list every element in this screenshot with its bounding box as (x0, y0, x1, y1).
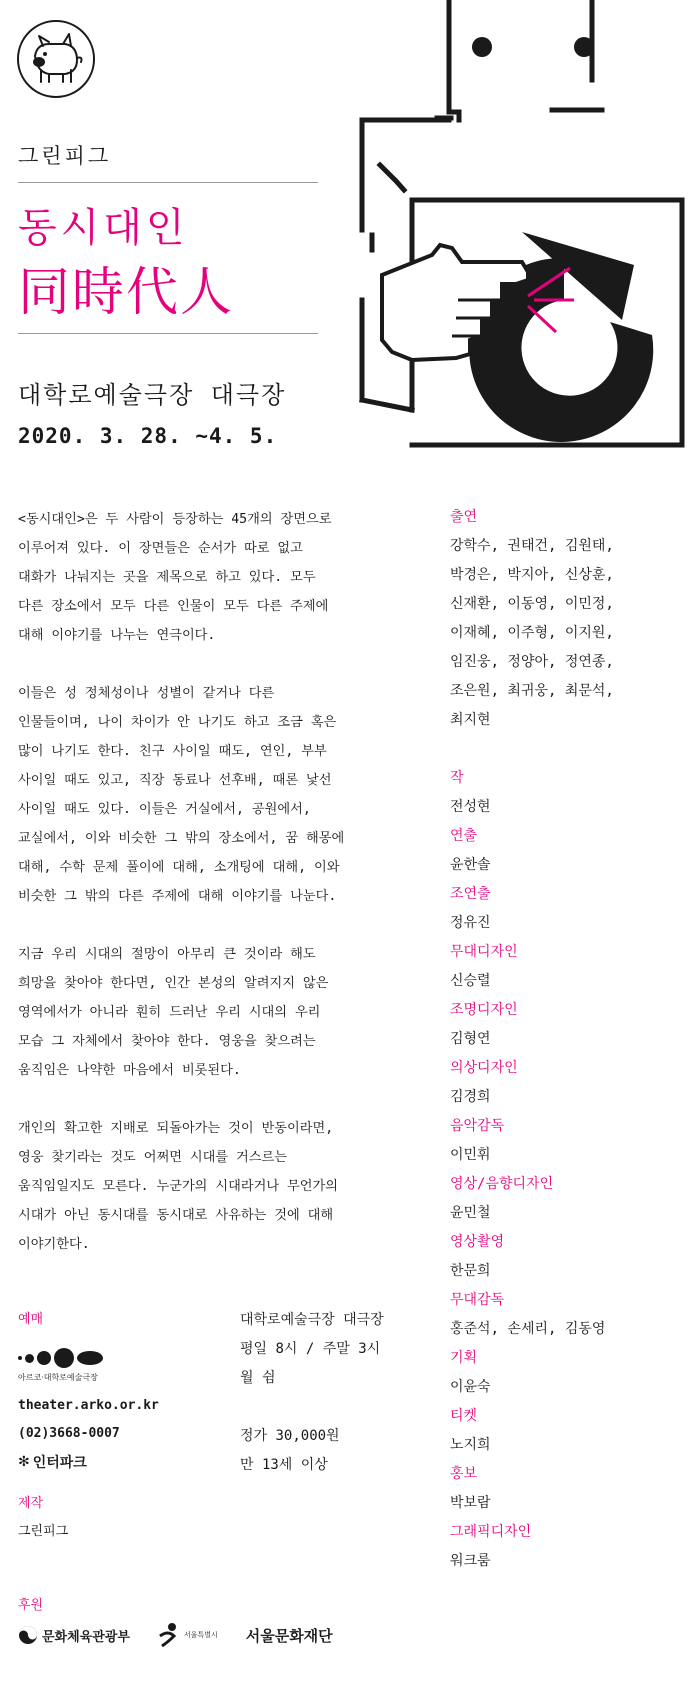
text-line: 시대가 아닌 동시대를 동시대로 사유하는 것에 대해 (18, 1208, 334, 1223)
text-line: 대해, 수학 문제 풀이에 대해, 소개팅에 대해, 이와 (18, 860, 340, 875)
synopsis (18, 505, 428, 1288)
booking-label: 예매 (18, 1312, 44, 1327)
text-line: 비슷한 그 밖의 다른 주제에 대해 이야기를 나눈다. (18, 889, 337, 904)
credit-name: 정유진 (450, 915, 491, 931)
sponsor-name: 서울특별시 (183, 1631, 218, 1639)
credit-name: 이윤숙 (450, 1379, 491, 1395)
credit-role: 작 (450, 770, 464, 786)
credit-role: 티켓 (450, 1408, 478, 1424)
divider (18, 333, 318, 334)
credit-name: 김형연 (450, 1031, 491, 1047)
synopsis-paragraph (18, 505, 428, 650)
cast-line: 조은원, 최귀웅, 최문석, (450, 683, 614, 699)
sponsor-sfac (246, 1625, 333, 1646)
credit-role: 그래픽디자인 (450, 1524, 532, 1540)
credit-name: 전성현 (450, 799, 491, 815)
interpark-logo[interactable] (18, 1448, 228, 1476)
text-line: 희망을 찾아야 한다면, 인간 본성의 알려지지 않은 (18, 976, 329, 991)
performance-info (240, 1306, 440, 1480)
credit-role: 무대디자인 (450, 944, 518, 960)
logo-dot (18, 1356, 22, 1360)
text-line: 지금 우리 시대의 절망이 아무리 큰 것이라 해도 (18, 947, 316, 962)
credit-name: 홍준석, 손세리, 김동영 (450, 1321, 606, 1337)
pig-logo (17, 20, 95, 98)
text-line: 움직임은 나약한 마음에서 비롯된다. (18, 1063, 241, 1078)
text-line: <동시대인>은 두 사람이 등장하는 45개의 장면으로 (18, 512, 332, 527)
synopsis-paragraph (18, 940, 428, 1085)
credit-role: 의상디자인 (450, 1060, 518, 1076)
logo-dot (25, 1354, 34, 1363)
credit-role: 기획 (450, 1350, 478, 1366)
page-title: 동시대인 (18, 205, 189, 251)
text-line: 모습 그 자체에서 찾아야 한다. 영웅을 찾으려는 (18, 1034, 316, 1049)
cast-line: 임진웅, 정양아, 정연종, (450, 654, 614, 670)
seoul-icon (158, 1622, 180, 1648)
text-line: 움직임일지도 모른다. 누군가의 시대라거나 무언가의 (18, 1179, 338, 1194)
venue-name: 대학로예술극장 대극장 (240, 1312, 384, 1328)
credit-role: 영상/음향디자인 (450, 1176, 554, 1192)
date-range: 2020. 3. 28. ~4. 5. (18, 424, 278, 448)
credit-role: 홍보 (450, 1466, 478, 1482)
credit-role-cast: 출연 (450, 509, 478, 525)
booking-info (18, 1306, 228, 1546)
credit-name: 신승렬 (450, 973, 491, 989)
spacer (240, 1393, 440, 1422)
age-rating: 만 13세 이상 (240, 1457, 328, 1473)
spacer (450, 735, 690, 764)
interpark-name: 인터파크 (32, 1455, 87, 1471)
text-line: 이야기한다. (18, 1237, 90, 1252)
producer-name: 그린피그 (18, 1524, 69, 1539)
producer-label: 제작 (18, 1496, 44, 1511)
spacer (18, 1476, 228, 1490)
text-line: 많이 나기도 한다. 친구 사이일 때도, 연인, 부부 (18, 744, 327, 759)
text-line: 교실에서, 이와 비슷한 그 밖의 장소에서, 꿈 해몽에 (18, 831, 345, 846)
ticket-price: 정가 30,000원 (240, 1428, 340, 1444)
taegeuk-icon (18, 1625, 38, 1645)
cast-line: 최지현 (450, 712, 491, 728)
credit-role: 음악감독 (450, 1118, 505, 1134)
text-line: 인물들이며, 나이 차이가 안 나기도 하고 조금 혹은 (18, 715, 337, 730)
logo-dot (77, 1351, 103, 1365)
cast-line: 이재혜, 이주형, 이지원, (450, 625, 614, 641)
credit-role: 조연출 (450, 886, 491, 902)
logo-dot (37, 1351, 51, 1365)
arko-caption: 아르코·대학로예술극장 (18, 1373, 98, 1382)
interpark-icon: ✻ (18, 1454, 30, 1470)
credit-name: 박보람 (450, 1495, 491, 1511)
credit-name: 김경희 (450, 1089, 491, 1105)
cast-line: 신재환, 이동영, 이민정, (450, 596, 614, 612)
text-line: 이들은 성 정체성이나 성별이 같거나 다른 (18, 686, 275, 701)
sponsor-name: 서울문화재단 (245, 1626, 333, 1645)
text-line: 사이일 때도 있다. 이들은 거실에서, 공원에서, (18, 802, 311, 817)
text-line: 대화가 나눠지는 곳을 제목으로 하고 있다. 모두 (18, 570, 316, 585)
closed-day: 월 쉼 (240, 1370, 276, 1386)
text-line: 개인의 확고한 지배로 되돌아가는 것이 반동이라면, (18, 1121, 334, 1136)
text-line: 이루어져 있다. 이 장면들은 순서가 따로 없고 (18, 541, 303, 556)
page-title-hanja: 同時代人 (18, 263, 235, 323)
credit-name: 윤민철 (450, 1205, 491, 1221)
sponsor-logos (18, 1622, 333, 1648)
text-line: 사이일 때도 있고, 직장 동료나 선후배, 때론 낯선 (18, 773, 332, 788)
credit-name: 이민휘 (450, 1147, 491, 1163)
arko-logo[interactable] (18, 1344, 228, 1372)
show-times: 평일 8시 / 주말 3시 (240, 1341, 381, 1357)
phone-number: (02)3668-0007 (18, 1426, 120, 1441)
pixel-hand-turning-arrow-illustration (352, 0, 700, 460)
support-label: 후원 (18, 1598, 44, 1613)
credit-role: 영상촬영 (450, 1234, 505, 1250)
logo-dot (54, 1348, 74, 1368)
sponsor-name: 문화체육관광부 (42, 1629, 130, 1645)
sponsor-mcst (18, 1625, 130, 1645)
credit-name: 노지희 (450, 1437, 491, 1453)
cast-line: 박경은, 박지아, 신상훈, (450, 567, 614, 583)
credit-name: 워크룸 (450, 1553, 491, 1569)
text-line: 영역에서가 아니라 훤히 드러난 우리 시대의 우리 (18, 1005, 321, 1020)
credit-role: 무대감독 (450, 1292, 505, 1308)
sponsor-seoul (158, 1622, 218, 1648)
synopsis-paragraph (18, 679, 428, 911)
troupe-name: 그린피그 (18, 144, 112, 168)
credit-role: 조명디자인 (450, 1002, 518, 1018)
credit-role: 연출 (450, 828, 478, 844)
website-link[interactable]: theater.arko.or.kr (18, 1398, 159, 1413)
text-line: 대해 이야기를 나누는 연극이다. (18, 628, 216, 643)
credit-name: 한문희 (450, 1263, 491, 1279)
credits (450, 503, 690, 1576)
cast-line: 강학수, 권태건, 김원태, (450, 538, 614, 554)
text-line: 다른 장소에서 모두 다른 인물이 모두 다른 주제에 (18, 599, 329, 614)
credit-name: 윤한솔 (450, 857, 491, 873)
divider (18, 182, 318, 183)
venue-heading: 대학로예술극장 대극장 (18, 381, 287, 409)
synopsis-paragraph (18, 1114, 428, 1259)
text-line: 영웅 찾기라는 것도 어쩌면 시대를 거스르는 (18, 1150, 288, 1165)
